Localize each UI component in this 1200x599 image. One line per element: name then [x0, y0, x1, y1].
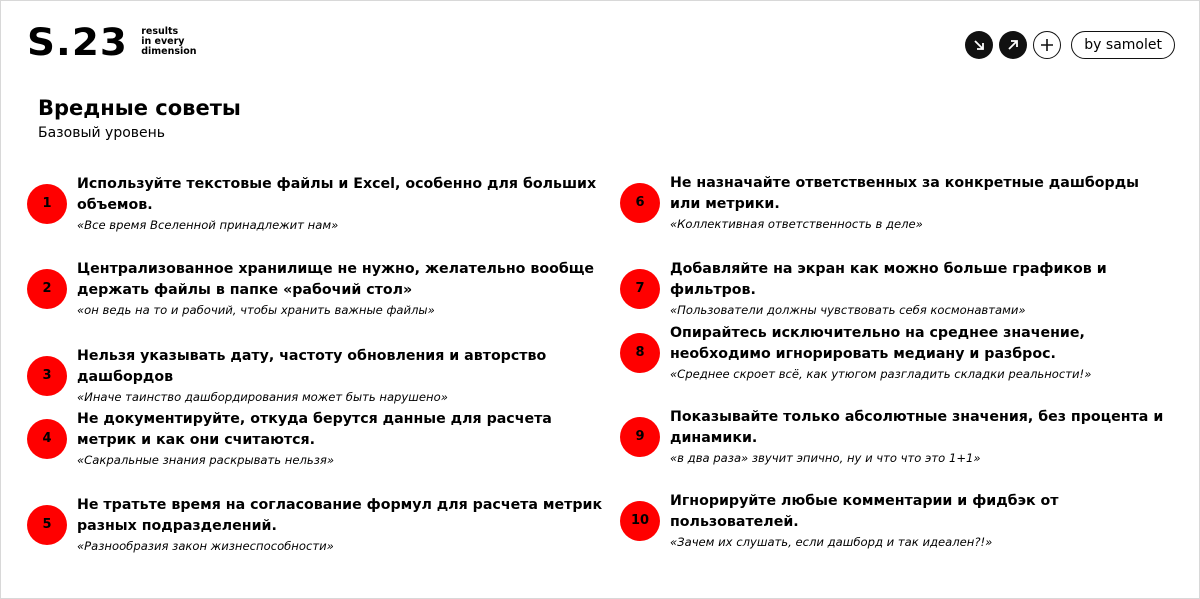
- tip-title: Не тратьте время на согласование формул для расчета метрик разных подразделений.: [77, 497, 603, 534]
- tip-quote: «Среднее скроет всё, как утюгом разгладить складки реальности!»: [670, 367, 1092, 381]
- tip-item: [27, 174, 607, 233]
- tip-quote: «Зачем их слушать, если дашборд и так идеален?!»: [670, 535, 993, 549]
- tip-item: [620, 259, 1170, 318]
- tip-number-badge: 6: [620, 183, 660, 223]
- tip-number-badge: 9: [620, 417, 660, 457]
- logo-mark: S.23: [27, 21, 129, 64]
- logo-tagline: [141, 27, 196, 57]
- tip-text: [670, 491, 1170, 550]
- tip-title: Не назначайте ответственных за конкретные дашборды или метрики.: [670, 175, 1139, 212]
- tip-text: [670, 323, 1170, 382]
- tip-title: Нельзя указывать дату, частоту обновления и авторство дашбордов: [77, 348, 547, 385]
- tip-quote: «Иначе таинство дашбордирования может быть нарушено»: [77, 390, 448, 404]
- tip-item: [27, 346, 607, 405]
- tip-title: Опирайтесь исключительно на среднее значение, необходимо игнорировать медиану и разброс.: [670, 325, 1085, 362]
- tip-item: [620, 491, 1170, 550]
- tip-text: [77, 495, 607, 554]
- tip-quote: «Коллективная ответственность в деле»: [670, 217, 923, 231]
- arrow-up-right-icon: [1007, 39, 1019, 51]
- tip-quote: «Сакральные знания раскрывать нельзя»: [77, 453, 335, 467]
- logo: [27, 21, 197, 64]
- logo-tagline-line: dimension: [141, 46, 197, 57]
- tip-text: [77, 409, 607, 468]
- arrow-up-right-button[interactable]: [999, 31, 1027, 59]
- tip-title: Не документируйте, откуда берутся данные для расчета метрик и как они считаются.: [77, 411, 552, 448]
- tip-text: [670, 259, 1170, 318]
- tip-title: Игнорируйте любые комментарии и фидбэк от пользователей.: [670, 493, 1059, 530]
- tip-number-badge: 5: [27, 505, 67, 545]
- page-subtitle: Базовый уровень: [38, 125, 166, 141]
- tip-quote: «Разнообразия закон жизнеспособности»: [77, 539, 334, 553]
- by-samolet-link[interactable]: by samolet: [1071, 31, 1175, 59]
- tip-text: [77, 259, 607, 318]
- tip-title: Используйте текстовые файлы и Excel, особенно для больших объемов.: [77, 176, 597, 213]
- logo-tagline-line: results: [141, 26, 179, 37]
- tip-item: [27, 409, 607, 468]
- tip-text: [77, 346, 607, 405]
- plus-icon: [1040, 38, 1054, 52]
- tip-text: [670, 407, 1170, 466]
- tip-number-badge: 1: [27, 184, 67, 224]
- arrow-down-right-button[interactable]: [965, 31, 993, 59]
- add-button[interactable]: [1033, 31, 1061, 59]
- tip-number-badge: 4: [27, 419, 67, 459]
- tip-text: [670, 173, 1170, 232]
- tip-quote: «Пользователи должны чувствовать себя космонавтами»: [670, 303, 1026, 317]
- logo-tagline-line: in every: [141, 36, 185, 47]
- tip-item: [27, 259, 607, 318]
- tip-text: [77, 174, 607, 233]
- arrow-down-right-icon: [973, 39, 985, 51]
- tip-number-badge: 10: [620, 501, 660, 541]
- tip-item: [27, 495, 607, 554]
- tip-item: [620, 407, 1170, 466]
- tip-item: [620, 173, 1170, 232]
- page-title: Вредные советы: [38, 96, 241, 120]
- tip-title: Централизованное хранилище не нужно, желательно вообще держать файлы в папке «рабочий стол»: [77, 261, 595, 298]
- tip-number-badge: 8: [620, 333, 660, 373]
- tip-quote: «Все время Вселенной принадлежит нам»: [77, 218, 339, 232]
- tip-item: [620, 323, 1170, 382]
- tip-title: Добавляйте на экран как можно больше графиков и фильтров.: [670, 261, 1107, 298]
- tip-title: Показывайте только абсолютные значения, без процента и динамики.: [670, 409, 1164, 446]
- tip-number-badge: 7: [620, 269, 660, 309]
- tip-number-badge: 2: [27, 269, 67, 309]
- tip-quote: «он ведь на то и рабочий, чтобы хранить важные файлы»: [77, 303, 435, 317]
- header-toolbar: [965, 31, 1175, 59]
- tip-quote: «в два раза» звучит эпично, ну и что что это 1+1»: [670, 451, 981, 465]
- tip-number-badge: 3: [27, 356, 67, 396]
